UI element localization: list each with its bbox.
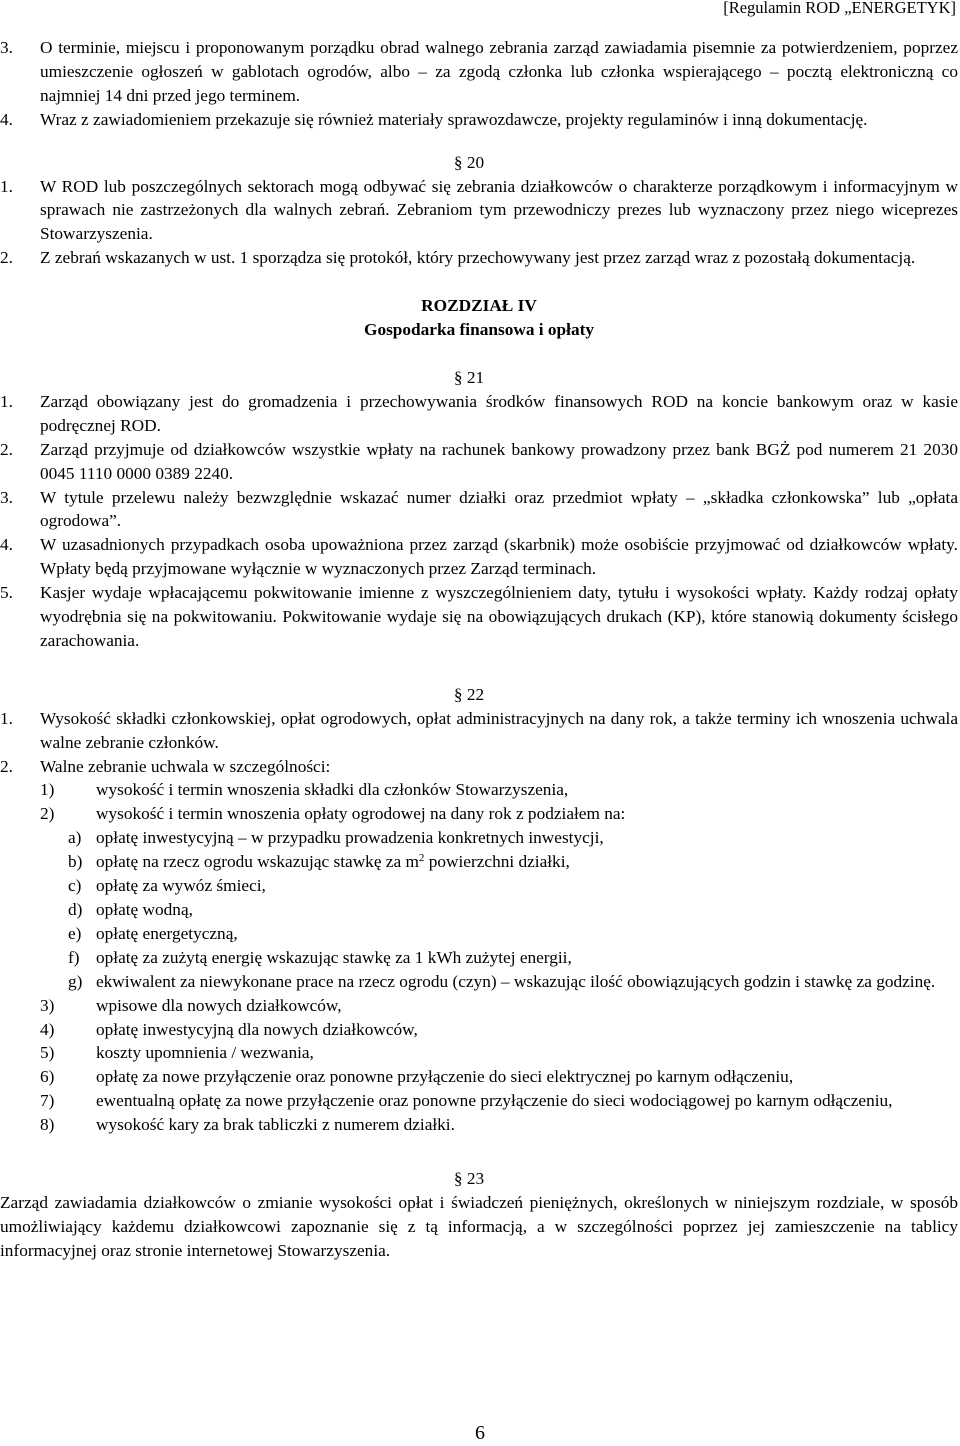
list-item (0, 707, 958, 755)
item-text: Wraz z zawiadomieniem przekazuje się również materiały sprawozdawcze, projekty regulaminów i inną dokumentację. (40, 109, 868, 129)
letter-number: f) (68, 947, 80, 967)
letter-item (0, 826, 958, 850)
letter-number: a) (68, 828, 82, 848)
chapter-title: Gospodarka finansowa i opłaty (364, 320, 594, 340)
sub-item (0, 802, 958, 826)
letter-item (0, 850, 958, 874)
sub-item-number: 6) (40, 1067, 55, 1087)
section-heading: § 23 (453, 1169, 485, 1189)
item-text: W ROD lub poszczególnych sektorach mogą odbywać się zebrania działkowców o charakterze porządkowym i informacyjnym w sprawach nie zastrzeżonych dla walnych zebrań. Zebraniom tym przewodniczy prezes lub wyznaczony przez niego wiceprezes Stowarzyszenia. (40, 176, 958, 244)
letter-text: ekwiwalent za niewykonane prace na rzecz ogrodu (czyn) – wskazując ilość obowiązujących godzin i stawkę za godzinę. (96, 971, 936, 991)
section-19-tail (0, 36, 958, 132)
superscript: 2 (418, 852, 425, 865)
letter-item (0, 922, 958, 946)
section-23 (0, 1167, 958, 1263)
sub-item-text: opłatę inwestycyjną dla nowych działkowców, (96, 1019, 418, 1039)
sub-item-number: 2) (40, 804, 55, 824)
item-number: 3. (0, 487, 13, 507)
item-text: W tytule przelewu należy bezwzględnie wskazać numer działki oraz przedmiot wpłaty – „składka członkowska” lub „opłata ogrodowa”. (40, 487, 958, 531)
list-item (0, 486, 958, 534)
sub-item-number: 1) (40, 780, 55, 800)
section-text: Zarząd zawiadamia działkowców o zmianie wysokości opłat i świadczeń pieniężnych, określonych w niniejszym rozdziale, w sposób umożliwiający każdemu działkowcowi zapoznanie się z tą informacją, a w szczególności poprzez jej zamieszczenie na tablicy informacyjnej oraz stronie internetowej Stowarzyszenia. (0, 1192, 958, 1260)
running-header: [Regulamin ROD „ENERGETYK] (723, 0, 956, 17)
sub-item-text: wpisowe dla nowych działkowców, (96, 995, 342, 1015)
sub-item (0, 1113, 958, 1137)
section-heading: § 22 (453, 684, 485, 704)
item-text: Walne zebranie uchwala w szczególności: (40, 756, 331, 776)
item-number: 2. (0, 248, 13, 268)
item-text: Zarząd obowiązany jest do gromadzenia i przechowywania środków finansowych ROD na koncie bankowym oraz w kasie podręcznej ROD. (40, 391, 958, 435)
item-number: 2. (0, 439, 13, 459)
item-text: W uzasadnionych przypadkach osoba upoważniona przez zarząd (skarbnik) może osobiście przyjmować od działkowców wpłaty. Wpłaty będą przyjmowane wyłącznie w wyznaczonych przez Zarząd terminach. (40, 535, 958, 579)
letter-number: e) (68, 923, 82, 943)
sub-item (0, 1041, 958, 1065)
page-content (0, 36, 958, 1263)
letter-item (0, 970, 958, 994)
chapter-heading (0, 294, 958, 342)
sub-item (0, 994, 958, 1018)
item-text: Zarząd przyjmuje od działkowców wszystkie wpłaty na rachunek bankowy prowadzony przez bank BGŻ pod numerem 21 2030 0045 1110 0000 0389 2240. (40, 439, 958, 483)
letter-text: opłatę inwestycyjną – w przypadku prowadzenia konkretnych inwestycji, (96, 828, 604, 848)
letter-item (0, 898, 958, 922)
list-item (0, 175, 958, 247)
list-item (0, 246, 958, 270)
sub-item-text: koszty upomnienia / wezwania, (96, 1043, 314, 1063)
sub-item-text: opłatę za nowe przyłączenie oraz ponowne przyłączenie do sieci elektrycznej po karnym odłączeniu, (96, 1067, 794, 1087)
item-text: Z zebrań wskazanych w ust. 1 sporządza się protokół, który przechowywany jest przez zarząd wraz z pozostałą dokumentacją. (40, 248, 916, 268)
letter-number: c) (68, 876, 82, 896)
sub-item-number: 4) (40, 1019, 55, 1039)
sub-item-number: 7) (40, 1091, 55, 1111)
letter-text: opłatę wodną, (96, 900, 193, 919)
letter-text: opłatę na rzecz ogrodu wskazując stawkę za $m^2$ powierzchni działki, (96, 852, 570, 872)
sub-item-number: 3) (40, 995, 55, 1015)
sub-item (0, 1018, 958, 1042)
letter-number: g) (68, 971, 83, 991)
item-text: Wysokość składki członkowskiej, opłat ogrodowych, opłat administracyjnych na dany rok, a także terminy ich wnoszenia uchwala walne zebranie członków. (40, 708, 958, 752)
letter-item (0, 946, 958, 970)
item-number: 1. (0, 176, 13, 196)
letter-text: opłatę za wywóz śmieci, (96, 876, 266, 896)
list-item (0, 533, 958, 581)
letter-text: opłatę energetyczną, (96, 923, 238, 943)
sub-item-number: 8) (40, 1115, 55, 1135)
page-number: 6 (475, 1422, 485, 1444)
item-number: 4. (0, 109, 13, 129)
sub-item-number: 5) (40, 1043, 55, 1063)
item-number: 1. (0, 391, 13, 411)
item-number: 5. (0, 583, 13, 603)
item-text: Kasjer wydaje wpłacającemu pokwitowanie imienne z wyszczególnieniem daty, tytułu i wysokości wpłaty. Każdy rodzaj opłaty wyodrębnia się na pokwitowaniu. Pokwitowanie wydaje się na obowiązujących drukach (KP), które stanowią dokumenty ścisłego zarachowania. (40, 583, 958, 650)
list-item (0, 581, 958, 653)
item-number: 2. (0, 756, 13, 776)
item-number: 3. (0, 38, 13, 57)
item-number: 4. (0, 535, 13, 555)
letter-number: d) (68, 900, 83, 919)
sub-item-text: ewentualną opłatę za nowe przyłączenie oraz ponowne przyłączenie do sieci wodociągowej po karnym odłączeniu, (96, 1091, 893, 1111)
section-heading: § 21 (453, 367, 485, 387)
section-heading: § 20 (453, 152, 485, 172)
item-number: 1. (0, 708, 13, 728)
letter-number: b) (68, 852, 83, 872)
list-item (0, 755, 958, 779)
sub-item (0, 1089, 958, 1113)
list-item (0, 390, 958, 438)
section-21 (0, 366, 958, 653)
section-22 (0, 683, 958, 1137)
section-20 (0, 151, 958, 271)
sub-item-text: wysokość i termin wnoszenia składki dla członków Stowarzyszenia, (96, 780, 569, 800)
sub-item-text: wysokość i termin wnoszenia opłaty ogrodowej na dany rok z podziałem na: (96, 804, 626, 824)
item-text: O terminie, miejscu i proponowanym porządku obrad walnego zebrania zarząd zawiadamia pisemnie za potwierdzeniem, poprzez umieszczenie ogłoszeń w gablotach ogrodów, albo – za zgodą członka lub członka wspierającego – pocztą elektroniczną co najmniej 14 dni przed jego terminem. (40, 38, 958, 105)
list-item (0, 438, 958, 486)
sub-item-text: wysokość kary za brak tabliczki z numerem działki. (96, 1115, 455, 1135)
letter-item (0, 874, 958, 898)
sub-item (0, 778, 958, 802)
list-item (0, 36, 958, 108)
sub-item (0, 1065, 958, 1089)
letter-text: opłatę za zużytą energię wskazując stawkę za 1 kWh zużytej energii, (96, 947, 572, 967)
list-item (0, 108, 958, 132)
chapter-number: ROZDZIAŁ IV (421, 296, 537, 316)
